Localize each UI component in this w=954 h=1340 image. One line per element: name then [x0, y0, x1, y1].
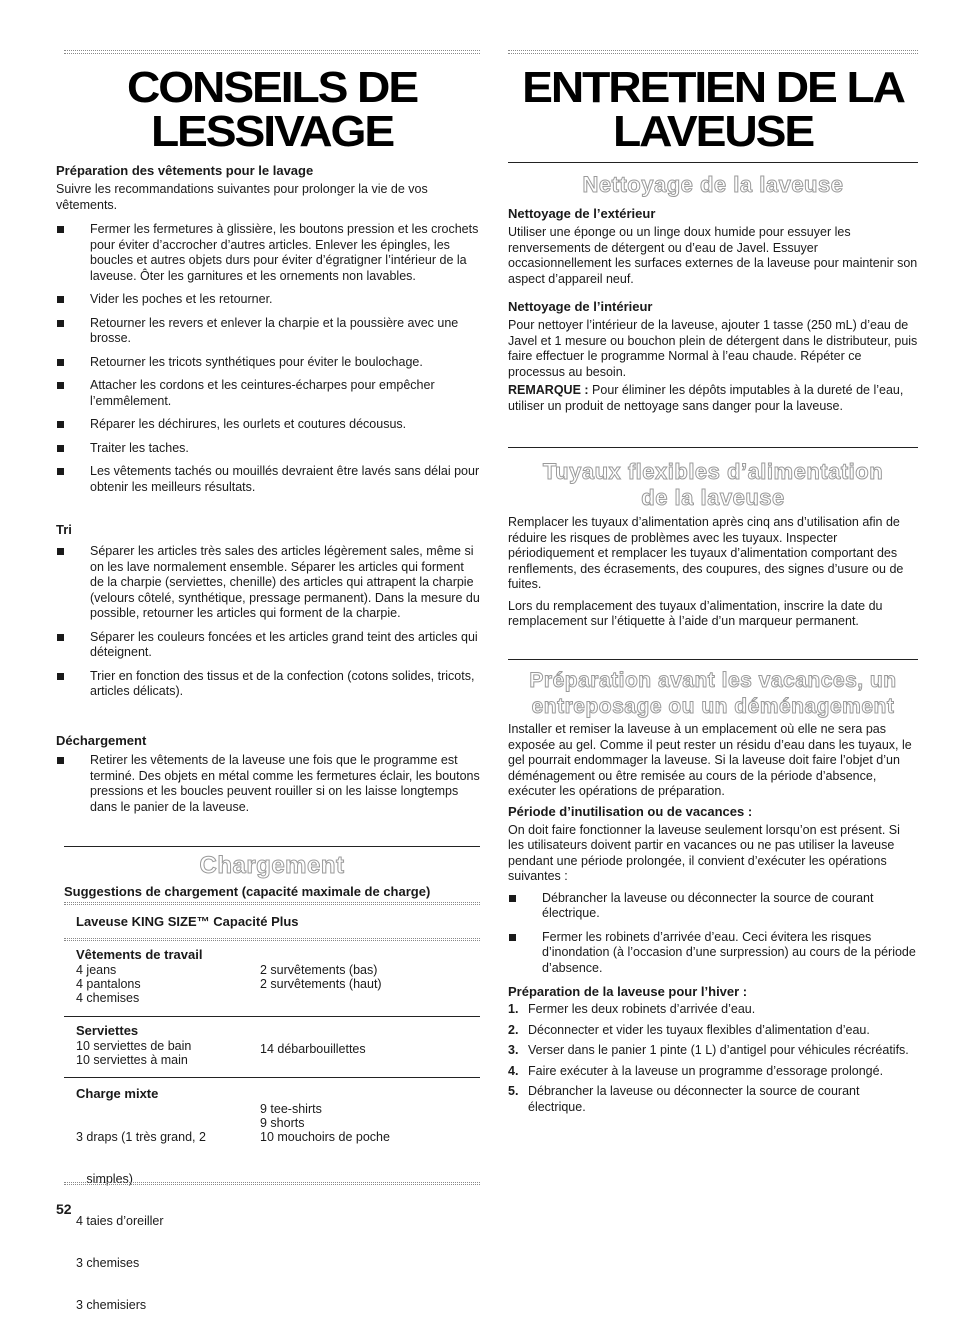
prep-heading: Préparation des vêtements pour le lavage: [56, 163, 314, 178]
list-item-text: Vider les poches et les retourner.: [90, 292, 273, 306]
table-divider: [64, 1016, 480, 1017]
load-item: 9 tee-shirts: [260, 1102, 322, 1116]
list-item: [56, 378, 480, 409]
list-item: [508, 930, 918, 977]
list-item-text: Trier en fonction des tissus et de la confection (cotons solides, tricots, articles délicats).: [90, 668, 475, 698]
laveuse-heading: Laveuse KING SIZE™ Capacité Plus: [76, 914, 299, 929]
tri-heading: Tri: [56, 522, 72, 537]
list-item: [56, 441, 480, 457]
load-item: 10 mouchoirs de poche: [260, 1130, 390, 1144]
list-item-text: Attacher les cordons et les ceintures-écharpes pour empêcher l’emmêlement.: [90, 378, 435, 408]
title-line-1: ENTRETIEN DE LA: [522, 63, 904, 112]
list-item: [56, 222, 480, 284]
group-vetements-travail: [76, 947, 480, 1005]
item-text: Faire exécuter à la laveuse un programme d’essorage prolongé.: [528, 1063, 884, 1078]
item-number: 5.: [508, 1084, 519, 1098]
group-left-items: [76, 1039, 191, 1067]
list-item-text: Retourner les revers et enlever la charpie et la poussière avec une brosse.: [90, 315, 459, 345]
load-item: 2 survêtements (bas): [260, 963, 378, 977]
group-left-items: [76, 1102, 206, 1340]
divider-tuyaux: [508, 447, 918, 448]
nettoyage-title: Nettoyage de la laveuse: [582, 172, 844, 197]
numbered-item: [508, 1002, 918, 1018]
load-item: 3 chemises: [76, 1256, 140, 1270]
prep-section: [56, 163, 480, 503]
table-divider: [64, 1077, 480, 1078]
group-left-items: [76, 963, 141, 1005]
bullet-square-icon: [57, 548, 64, 555]
periode-heading: Période d’inutilisation ou de vacances :: [508, 803, 753, 819]
hiver-list: [508, 1002, 918, 1115]
tri-section: [56, 522, 480, 708]
load-item: 3 chemisiers: [76, 1298, 147, 1312]
top-rule-left: [64, 50, 480, 54]
tuyaux-p1: Remplacer les tuyaux d’alimentation après cinq ans d’utilisation afin de réduire les risques de problèmes avec les tuyaux. Inspecter périodiquement et remplacer les tuyaux d’alimentation comportant des renflements, des écrasements, des coupures, des signes d’usure ou de fuites.: [508, 515, 904, 591]
list-item-text: Séparer les articles très sales des articles légèrement sales, même si on les lave normalement ensemble. Séparer les articles qui forment de la charpie (serviettes, chenille) des articles qui attrapent la charpie (velours côtelé, synthétique, pressage permanent). Dans la mesure du possible, retourner les articles qui forment de la charpie.: [90, 544, 480, 620]
tri-list: [56, 544, 480, 700]
remarque-text: Pour éliminer les dépôts imputables à la dureté de l’eau, utiliser un produit de nettoyage sans danger pour la laveuse.: [508, 383, 904, 413]
item-number: 2.: [508, 1022, 519, 1037]
list-item-text: Débrancher la laveuse ou déconnecter la source de courant électrique.: [542, 890, 874, 920]
group-charge-mixte: [76, 1086, 480, 1312]
nettoyage-section: [508, 206, 918, 414]
group-serviettes: [76, 1023, 480, 1067]
bullet-square-icon: [57, 468, 64, 475]
group-title: Vêtements de travail: [76, 947, 203, 962]
int-text: Pour nettoyer l’intérieur de la laveuse, ajouter 1 tasse (250 mL) d’eau de Javel et 1 mesure ou bouchon plein de détergent dans le distributeur, puis faire effectuer le programme Normal à l’eau chaude. Répéter ce processus au besoin.: [508, 318, 918, 379]
list-item: [56, 464, 480, 495]
suggestions-rule: [64, 902, 480, 905]
laveuse-rule: [64, 938, 480, 941]
group-right-items: [260, 1042, 366, 1056]
preparation-text: Installer et remiser la laveuse à un emplacement où elle ne sera pas exposée au gel. Comme il peut rester un résidu d’eau dans les tuyaux, le gel pourrait endommager la laveuse. Si la laveuse doit faire l’objet d’un déménagement ou être remisée au cours de la période d’absence, exécuter les opérations de préparation.: [508, 722, 912, 798]
list-item: [56, 355, 480, 371]
load-item: 4 taies d’oreiller: [76, 1214, 164, 1228]
ext-heading: Nettoyage de l’extérieur: [508, 206, 656, 221]
load-item: 2 survêtements (haut): [260, 977, 382, 991]
load-item: 4 chemises: [76, 991, 140, 1005]
load-item: 4 pantalons: [76, 977, 141, 991]
periode-text: On doit faire fonctionner la laveuse seulement lorsqu’on est présent. Si les utilisateurs doivent partir en vacances ou ne pas utiliser la laveuse pendant une période prolongée, il convient d’exécuter les opérations suivantes :: [508, 822, 900, 883]
item-text: Fermer les deux robinets d’arrivée d’eau.: [528, 1002, 756, 1016]
bullet-square-icon: [57, 296, 64, 303]
list-item-text: Retirer les vêtements de la laveuse une fois que le programme est terminé. Des objets en métal comme les fermetures éclair, les boutons pressions et les boucles peuvent rouiller si on les laisse longtemps dans le panier de la laveuse.: [90, 753, 480, 814]
preparation-title-line-2: entreposage ou un déménagement: [531, 695, 895, 718]
load-item: 4 jeans: [76, 963, 117, 977]
suggestions-heading: Suggestions de chargement (capacité maximale de charge): [64, 884, 431, 899]
preparation-section: [508, 722, 918, 1120]
bullet-square-icon: [57, 634, 64, 641]
list-item-text: Les vêtements tachés ou mouillés devraient être lavés sans délai pour obtenir les meilleurs résultats.: [90, 464, 480, 494]
tuyaux-title-line-1: Tuyaux flexibles d’alimentation: [542, 459, 884, 484]
title-line-1: CONSEILS DE: [126, 63, 418, 112]
load-item: 14 débarbouillettes: [260, 1042, 366, 1056]
divider-nettoyage: [508, 162, 918, 163]
divider-preparation: [508, 659, 918, 660]
list-item: [56, 753, 480, 815]
list-item-text: Fermer les robinets d’arrivée d’eau. Ceci évitera les risques d’inondation (à l’occasion d’une surpression) au cours de la période d’absence.: [542, 929, 916, 975]
list-item: [56, 669, 480, 700]
chargement-title: Chargement: [199, 852, 345, 879]
prep-intro: Suivre les recommandations suivantes pour prolonger la vie de vos vêtements.: [56, 182, 428, 212]
dechargement-heading: Déchargement: [56, 733, 147, 748]
list-item: [56, 630, 480, 661]
tuyaux-title-line-2: de la laveuse: [641, 485, 785, 510]
tuyaux-section: [508, 515, 918, 630]
list-item: [56, 417, 480, 433]
bullet-square-icon: [57, 421, 64, 428]
group-title: Charge mixte: [76, 1086, 159, 1101]
tuyaux-title: [508, 459, 918, 511]
list-item-text: Réparer les déchirures, les ourlets et coutures décousus.: [90, 417, 407, 431]
title-conseils-de-lessivage: [54, 63, 491, 156]
group-right-items: [260, 963, 382, 991]
load-item: 10 serviettes de bain: [76, 1039, 192, 1053]
item-number: 3.: [508, 1043, 519, 1057]
periode-list: [508, 891, 918, 977]
bullet-square-icon: [57, 359, 64, 366]
tuyaux-p2: Lors du remplacement des tuyaux d’alimentation, inscrire la date du remplacement sur l’étiquette à l’aide d’un marqueur permanent.: [508, 598, 883, 628]
bullet-square-icon: [57, 320, 64, 327]
list-item: [508, 891, 918, 922]
remarque-label: REMARQUE :: [508, 383, 589, 397]
load-item: 10 serviettes à main: [76, 1053, 188, 1067]
group-right-items: [260, 1102, 390, 1144]
load-item: 3 draps (1 très grand, 2: [76, 1130, 206, 1144]
numbered-item: [508, 1023, 918, 1039]
list-item: [56, 316, 480, 347]
group-title: Serviettes: [76, 1023, 139, 1038]
page-number: 52: [56, 1201, 72, 1217]
list-item-text: Séparer les couleurs foncées et les articles grand teint des articles qui déteignent.: [90, 629, 478, 659]
item-text: Verser dans le panier 1 pinte (1 L) d’antigel pour véhicules récréatifs.: [528, 1043, 909, 1057]
title-line-2: LAVEUSE: [612, 107, 814, 156]
remarque-paragraph: [508, 383, 918, 414]
numbered-item: [508, 1043, 918, 1059]
preparation-title-line-1: Préparation avant les vacances, un: [529, 669, 897, 692]
bottom-rule: [64, 1182, 480, 1185]
bullet-square-icon: [509, 895, 516, 902]
list-item-text: Fermer les fermetures à glissière, les boutons pression et les crochets pour éviter d’accrocher d’autres articles. Enlever les épingles, les boucles et autres objets durs pour éviter d’égratigner l’intérieur de la laveuse. Ôter les garnitures et les ornements non lavables.: [90, 222, 479, 283]
list-item: [56, 544, 480, 622]
list-item-text: Retourner les tricots synthétiques pour éviter le boulochage.: [90, 354, 423, 369]
item-text: Déconnecter et vider les tuyaux flexibles d’alimentation d’eau.: [528, 1022, 870, 1037]
bullet-square-icon: [57, 445, 64, 452]
item-text: Débrancher la laveuse ou déconnecter la source de courant électrique.: [528, 1084, 860, 1114]
hiver-heading: Préparation de la laveuse pour l’hiver :: [508, 984, 748, 999]
title-line-2: LESSIVAGE: [150, 107, 394, 156]
item-number: 1.: [508, 1002, 519, 1016]
bullet-square-icon: [57, 382, 64, 389]
dechargement-list: [56, 753, 480, 815]
dechargement-section: [56, 733, 480, 823]
top-rule-right: [508, 50, 918, 54]
list-item-text: Traiter les taches.: [90, 440, 189, 455]
numbered-item: [508, 1084, 918, 1115]
bullet-square-icon: [57, 673, 64, 680]
list-item: [56, 292, 480, 308]
bullet-square-icon: [57, 757, 64, 764]
load-item: 9 shorts: [260, 1116, 305, 1130]
divider-chargement: [64, 846, 480, 847]
item-number: 4.: [508, 1063, 519, 1078]
numbered-item: [508, 1064, 918, 1080]
load-item: simples): [76, 1172, 133, 1186]
preparation-title: [508, 668, 918, 720]
title-entretien-de-la-laveuse: [498, 63, 929, 156]
ext-text: Utiliser une éponge ou un linge doux humide pour essuyer les renversements de détergent ou d’eau de Javel. Essuyer occasionnellement les surfaces externes de la laveuse pour maintenir son aspect d’appareil neuf.: [508, 225, 918, 286]
bullet-square-icon: [509, 934, 516, 941]
bullet-square-icon: [57, 226, 64, 233]
int-heading: Nettoyage de l’intérieur: [508, 299, 653, 314]
prep-list: [56, 222, 480, 495]
